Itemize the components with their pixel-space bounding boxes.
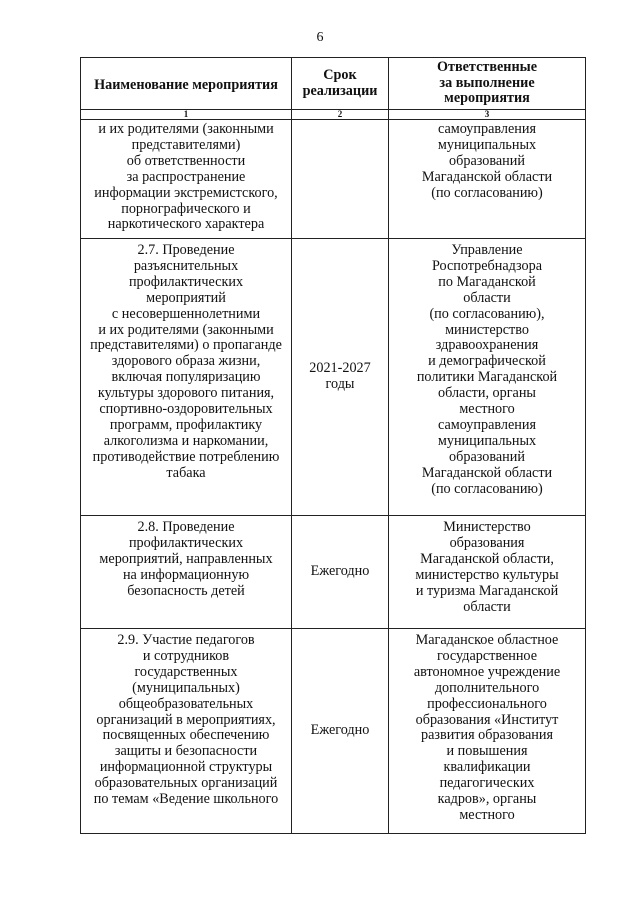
cell-line: образовательных организаций xyxy=(94,775,278,792)
table-row xyxy=(81,629,586,834)
cell-line: политики Магаданской xyxy=(416,369,558,386)
cell-line: мероприятий xyxy=(146,289,226,306)
cell-line: противодействие потреблению xyxy=(92,448,280,465)
cell-line: самоуправления xyxy=(438,416,536,433)
deadline-cell xyxy=(292,239,389,516)
cell-line: и их родителями (законными xyxy=(98,321,274,338)
cell-line: образований xyxy=(449,448,525,465)
cell-line: Магаданское областное xyxy=(415,632,559,648)
cell-line: (по согласованию) xyxy=(431,480,543,497)
event-name-cell xyxy=(81,516,292,629)
cell-line: алкоголизма и наркомании, xyxy=(103,432,269,449)
cell-line: квалификации xyxy=(443,759,531,776)
cell-line: порнографического и xyxy=(121,200,251,217)
cell-line: министерство xyxy=(445,321,529,338)
cell-line: области xyxy=(463,289,511,306)
responsible-cell xyxy=(389,239,586,516)
cell-line: образований xyxy=(449,152,525,169)
cell-line: культуры здорового питания, xyxy=(97,385,275,402)
cell-line: общеобразовательных xyxy=(118,695,254,712)
cell-line: годы xyxy=(325,376,355,392)
cell-line: Магаданской области xyxy=(421,168,553,185)
cell-line: об ответственности xyxy=(126,152,246,169)
cell-line: дополнительного xyxy=(434,679,540,696)
cell-line: самоуправления xyxy=(438,121,536,137)
cell-line: здравоохранения xyxy=(435,337,539,354)
header-deadline xyxy=(292,58,389,110)
deadline-cell xyxy=(292,516,389,629)
cell-line: области, органы xyxy=(438,385,536,402)
table-row xyxy=(81,239,586,516)
cell-line: профессионального xyxy=(427,695,547,712)
cell-line: Срок xyxy=(323,66,357,83)
column-number-3: 3 xyxy=(389,110,586,120)
cell-line: (муниципальных) xyxy=(132,679,240,696)
cell-line: и туризма Магаданской xyxy=(415,582,559,599)
page-number: 6 xyxy=(316,30,324,45)
cell-line: табака xyxy=(166,464,206,481)
cell-line: спортивно-оздоровительных xyxy=(99,401,273,418)
column-number-1: 1 xyxy=(81,110,292,120)
header-event-name xyxy=(81,58,292,110)
cell-line: педагогических xyxy=(439,775,535,792)
cell-line: (по согласованию) xyxy=(431,184,543,201)
header-responsible xyxy=(389,58,586,110)
cell-line: (по согласованию), xyxy=(429,305,545,322)
event-name-cell xyxy=(81,120,292,239)
cell-line: и их родителями (законными xyxy=(98,121,274,137)
cell-line: информационной структуры xyxy=(99,759,273,776)
cell-line: 2021-2027 xyxy=(309,360,371,377)
cell-line: посвященных обеспечению xyxy=(102,727,270,744)
cell-line: Министерство xyxy=(443,519,531,535)
cell-line: реализации xyxy=(302,82,378,99)
cell-line: программ, профилактику xyxy=(109,416,263,433)
cell-line: автономное учреждение xyxy=(413,663,561,680)
responsible-cell xyxy=(389,629,586,834)
cell-line: безопасность детей xyxy=(127,582,245,599)
event-name-cell xyxy=(81,239,292,516)
cell-line: мероприятия xyxy=(444,90,530,107)
cell-line: образования xyxy=(449,534,525,551)
cell-line: Ответственные xyxy=(436,58,538,75)
deadline-cell xyxy=(292,629,389,834)
cell-line: министерство культуры xyxy=(415,566,559,583)
cell-line: 2.8. Проведение xyxy=(137,519,235,535)
cell-line: по Магаданской xyxy=(438,273,536,290)
cell-line: здорового образа жизни, xyxy=(111,353,261,370)
cell-line: и демографической xyxy=(428,353,546,370)
table-row xyxy=(81,120,586,239)
cell-line: информации экстремистского, xyxy=(94,184,278,201)
cell-line: 2.7. Проведение xyxy=(137,242,235,258)
cell-line: 2.9. Участие педагогов xyxy=(117,632,255,648)
cell-line: местного xyxy=(459,401,515,418)
cell-line: муниципальных xyxy=(437,136,537,153)
cell-line: и сотрудников xyxy=(142,647,230,664)
deadline-cell xyxy=(292,120,389,239)
responsible-cell xyxy=(389,516,586,629)
cell-line: кадров», органы xyxy=(437,791,537,808)
header-event-name-text: Наименование мероприятия xyxy=(94,76,278,93)
cell-line: развития образования xyxy=(421,727,553,744)
cell-line: Магаданской области, xyxy=(420,550,554,567)
cell-line: за распространение xyxy=(126,168,246,185)
cell-line: профилактических xyxy=(128,273,244,290)
cell-line: мероприятий, направленных xyxy=(99,550,273,567)
cell-line: и повышения xyxy=(446,743,528,760)
cell-line: с несовершеннолетними xyxy=(111,305,261,322)
table-row xyxy=(81,516,586,629)
cell-line: местного xyxy=(459,806,515,823)
cell-line: образования «Институт xyxy=(415,711,559,728)
cell-line: представителями) xyxy=(131,136,241,153)
cell-line: за выполнение xyxy=(439,74,535,91)
responsible-cell xyxy=(389,120,586,239)
column-number-row xyxy=(81,110,586,120)
cell-line: наркотического характера xyxy=(107,216,265,233)
cell-line: по темам «Ведение школьного xyxy=(93,791,279,808)
cell-line: области xyxy=(463,598,511,615)
events-table xyxy=(80,57,586,834)
cell-line: включая популяризацию xyxy=(111,369,261,386)
table-header-row xyxy=(81,58,586,110)
cell-line: Ежегодно xyxy=(310,722,370,739)
cell-line: представителями) о пропаганде xyxy=(90,337,282,354)
cell-line: муниципальных xyxy=(437,432,537,449)
cell-line: защиты и безопасности xyxy=(114,743,258,760)
cell-line: профилактических xyxy=(128,534,244,551)
cell-line: государственных xyxy=(134,663,238,680)
cell-line: Управление xyxy=(451,242,523,258)
cell-line: организаций в мероприятиях, xyxy=(96,711,276,728)
column-number-2: 2 xyxy=(292,110,389,120)
cell-line: государственное xyxy=(437,647,537,664)
cell-line: разъяснительных xyxy=(133,257,239,274)
cell-line: на информационную xyxy=(122,566,250,583)
cell-line: Магаданской области xyxy=(421,464,553,481)
event-name-cell xyxy=(81,629,292,834)
cell-line: Ежегодно xyxy=(310,563,370,580)
cell-line: Роспотребнадзора xyxy=(431,257,543,274)
